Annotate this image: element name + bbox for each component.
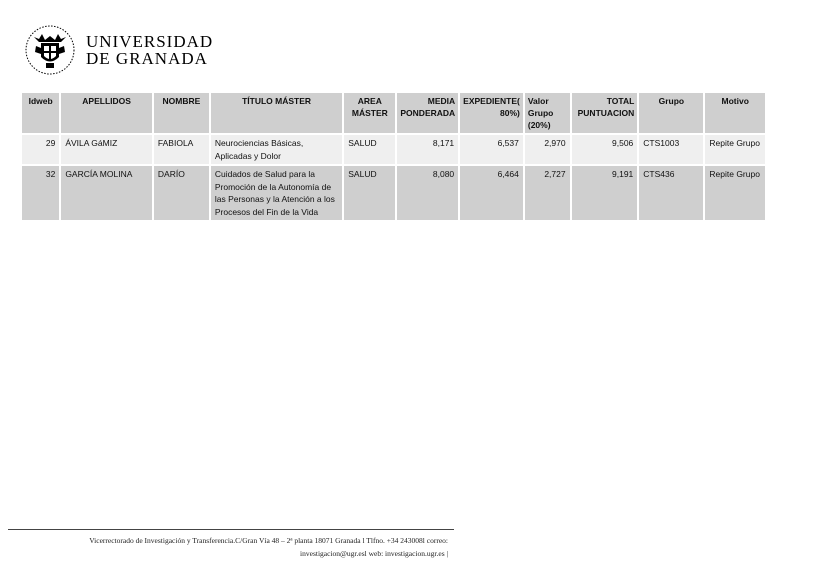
col-header-area: AREA MÁSTER: [344, 93, 395, 133]
cell-apellidos: ÁVILA GáMIZ: [61, 135, 152, 164]
footer-divider: [8, 529, 454, 530]
page-footer: [0, 534, 448, 560]
cell-valor-grupo: 2,970: [525, 135, 570, 164]
cell-titulo: Cuidados de Salud para la Promoción de la Autonomía de las Personas y la Atención a los Procesos del Fin de la Vida: [211, 166, 342, 220]
cell-nombre: FABIOLA: [154, 135, 209, 164]
cell-idweb: 29: [22, 135, 59, 164]
university-crest-icon: [22, 24, 78, 76]
cell-motivo: Repite Grupo: [705, 166, 765, 220]
cell-titulo: Neurociencias Básicas, Aplicadas y Dolor: [211, 135, 342, 164]
cell-nombre: DARÍO: [154, 166, 209, 220]
col-header-media: MEDIA PONDERADA: [397, 93, 458, 133]
col-header-idweb: Idweb: [22, 93, 59, 133]
col-header-nombre: NOMBRE: [154, 93, 209, 133]
cell-area: SALUD: [344, 135, 395, 164]
col-header-valor-grupo: Valor Grupo (20%): [525, 93, 570, 133]
logo-line-2: DE GRANADA: [86, 49, 208, 68]
cell-area: SALUD: [344, 166, 395, 220]
col-header-grupo: Grupo: [639, 93, 703, 133]
col-header-motivo: Motivo: [705, 93, 765, 133]
cell-total: 9,191: [572, 166, 638, 220]
cell-motivo: Repite Grupo: [705, 135, 765, 164]
footer-address: Vicerrectorado de Investigación y Transferencia.C/Gran Vía 48 – 2ª planta 18071 Granada l Tlfno. +34 243008l correo:: [89, 536, 448, 545]
results-table: [20, 91, 767, 222]
col-header-expediente: EXPEDIENTE( 80%): [460, 93, 523, 133]
col-header-apellidos: APELLIDOS: [61, 93, 152, 133]
logo-line-1: UNIVERSIDAD: [86, 32, 214, 51]
cell-total: 9,506: [572, 135, 638, 164]
footer-contact: investigacion@ugr.esl web: investigacion.ugr.es |: [300, 549, 448, 558]
table-row: [22, 135, 765, 164]
cell-expediente: 6,464: [460, 166, 523, 220]
col-header-total: TOTAL PUNTUACION: [572, 93, 638, 133]
cell-media: 8,171: [397, 135, 458, 164]
university-logo: [22, 24, 213, 76]
university-name: [86, 33, 213, 67]
cell-valor-grupo: 2,727: [525, 166, 570, 220]
table-row: [22, 166, 765, 220]
cell-grupo: CTS436: [639, 166, 703, 220]
table-header-row: [22, 93, 765, 133]
col-header-titulo: TÍTULO MÁSTER: [211, 93, 342, 133]
cell-apellidos: GARCÍA MOLINA: [61, 166, 152, 220]
cell-grupo: CTS1003: [639, 135, 703, 164]
cell-expediente: 6,537: [460, 135, 523, 164]
cell-idweb: 32: [22, 166, 59, 220]
cell-media: 8,080: [397, 166, 458, 220]
